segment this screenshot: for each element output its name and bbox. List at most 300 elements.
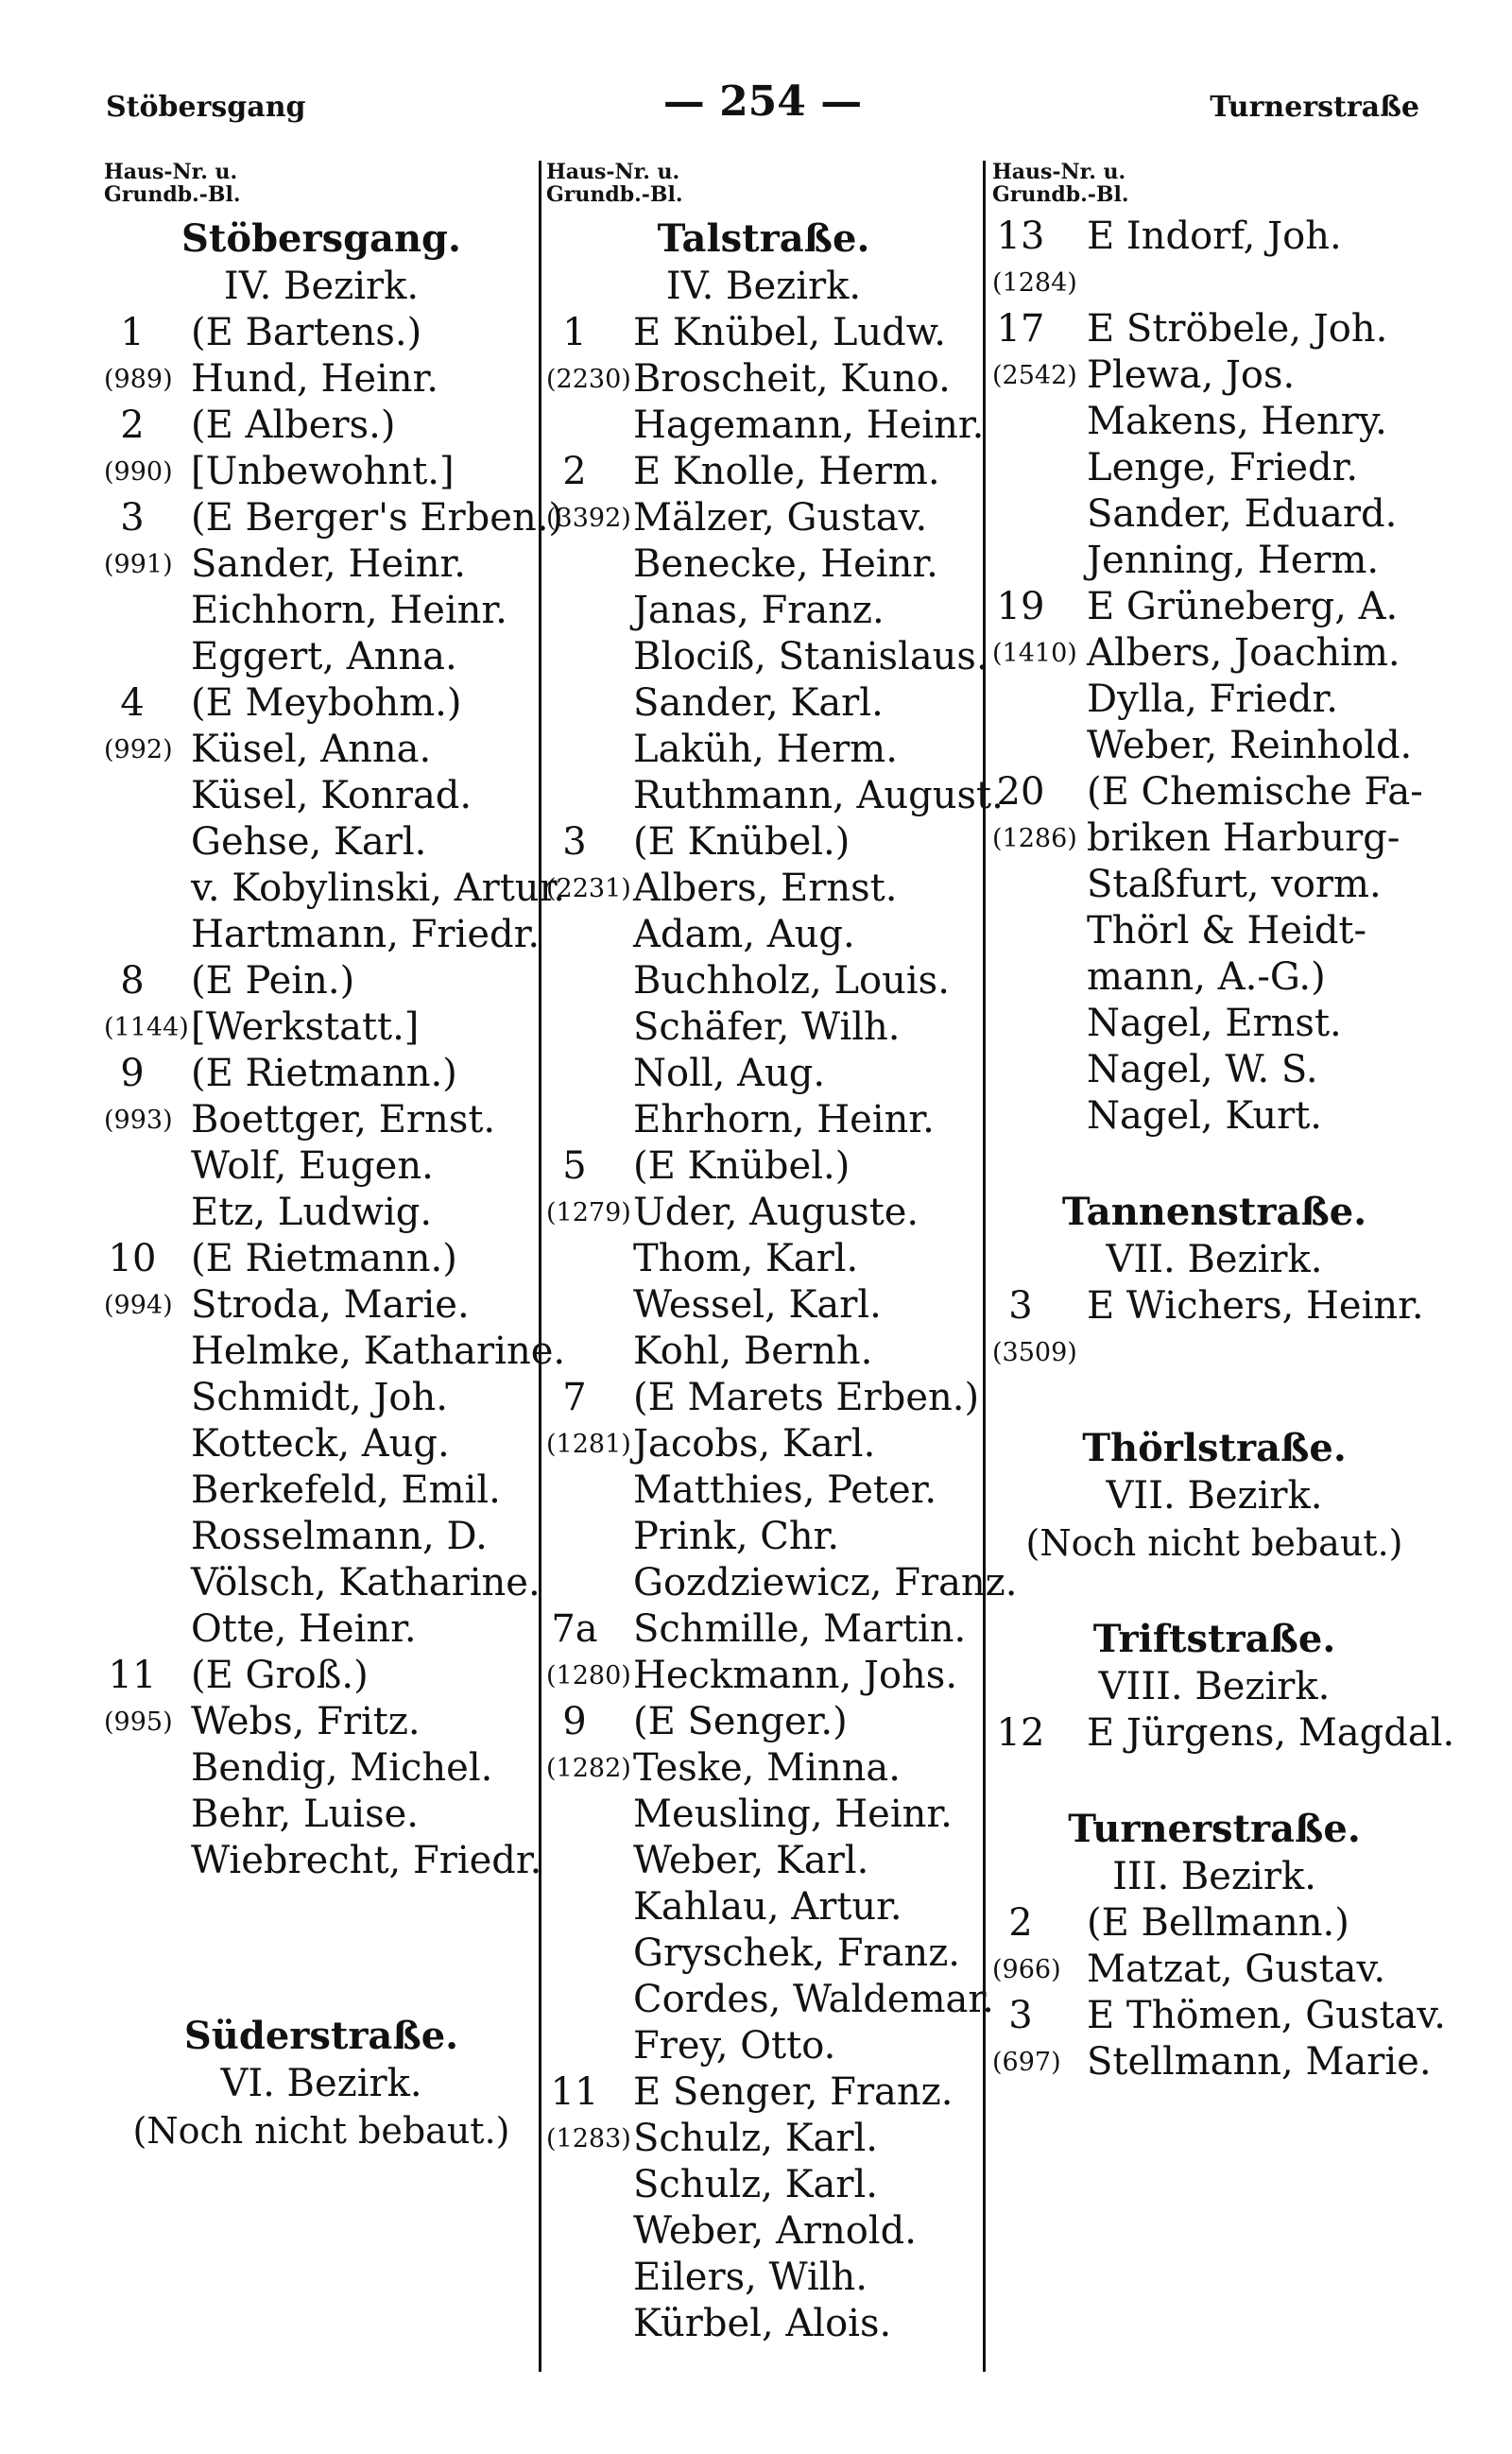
directory-entry <box>546 1143 981 1190</box>
resident-name: Kohl, Bernh. <box>633 1330 873 1373</box>
house-number: 4 <box>120 681 145 725</box>
resident-name: Plewa, Jos. <box>1087 353 1296 397</box>
house-number: 2 <box>120 403 145 447</box>
resident-name: Stellmann, Marie. <box>1087 2040 1432 2084</box>
resident-name: E Jürgens, Magdal. <box>1087 1711 1455 1755</box>
house-number: 10 <box>108 1237 157 1280</box>
directory-entry <box>104 1329 566 1375</box>
land-register-number: (1281) <box>546 1430 631 1459</box>
entry-number-cell <box>992 815 1087 862</box>
directory-entry <box>992 723 1436 769</box>
entry-number-cell <box>992 584 1087 630</box>
resident-name: Schulz, Karl. <box>633 2163 878 2206</box>
entry-number-cell <box>104 958 191 1004</box>
resident-name: (E Rietmann.) <box>191 1237 457 1280</box>
district-label: VII. Bezirk. <box>1106 1238 1323 1281</box>
entry-number-cell <box>104 1653 191 1699</box>
directory-entry <box>992 1710 1455 1757</box>
column-entries <box>104 215 566 2154</box>
resident-name: E Grüneberg, A. <box>1087 585 1399 628</box>
directory-entry <box>104 727 539 773</box>
entry-number-cell <box>992 260 1087 306</box>
resident-name: Janas, Franz. <box>633 589 885 632</box>
directory-entry <box>104 958 539 1004</box>
directory-entry <box>546 1282 981 1329</box>
directory-entry <box>546 1792 981 1838</box>
land-register-number: (1284) <box>992 268 1077 298</box>
directory-entry <box>104 634 539 680</box>
resident-name: (E Rietmann.) <box>191 1052 457 1095</box>
directory-entry <box>546 310 981 356</box>
resident-name: Küsel, Anna. <box>191 728 432 771</box>
resident-name: (E Meybohm.) <box>191 681 462 725</box>
house-number: 3 <box>562 820 587 864</box>
resident-name: Ruthmann, August. <box>633 774 1004 817</box>
entry-number-cell <box>104 1004 191 1051</box>
directory-entry <box>546 449 981 495</box>
house-number: 1 <box>120 311 145 354</box>
entry-number-cell <box>546 866 633 912</box>
directory-entry <box>546 541 981 588</box>
resident-name: (E Marets Erben.) <box>633 1376 980 1419</box>
directory-entry <box>546 2069 981 2116</box>
resident-name: v. Kobylinski, Artur. <box>191 867 565 910</box>
resident-name: Weber, Karl. <box>633 1839 869 1882</box>
resident-name: Gehse, Karl. <box>191 820 427 864</box>
directory-entry <box>546 1838 981 1884</box>
directory-entry <box>992 815 1436 862</box>
resident-name: Stroda, Marie. <box>191 1283 470 1327</box>
land-register-number: (991) <box>104 550 173 579</box>
column-2 <box>546 160 1018 2347</box>
resident-name: (E Senger.) <box>633 1700 848 1743</box>
street-section-heading <box>546 215 981 310</box>
resident-name: Albers, Ernst. <box>633 867 898 910</box>
resident-name: Prink, Chr. <box>633 1515 840 1558</box>
resident-name: E Indorf, Joh. <box>1087 215 1342 258</box>
directory-entry <box>546 2301 981 2347</box>
resident-name: Behr, Luise. <box>191 1793 420 1836</box>
district-label: VIII. Bezirk. <box>1098 1665 1331 1708</box>
page-header <box>106 77 1419 134</box>
resident-name: Jacobs, Karl. <box>633 1422 876 1466</box>
spacer <box>104 1884 539 1924</box>
directory-entry <box>546 1467 981 1514</box>
house-number: 3 <box>120 496 145 540</box>
land-register-number: (2542) <box>992 361 1077 390</box>
entry-number-cell <box>992 214 1087 260</box>
directory-entry <box>992 214 1436 260</box>
directory-entry <box>992 769 1436 815</box>
spacer <box>104 1924 539 1964</box>
resident-name: Boettger, Ernst. <box>191 1098 496 1141</box>
entry-number-cell <box>992 769 1087 815</box>
directory-entry <box>546 1514 981 1560</box>
column-entries <box>992 214 1455 2085</box>
resident-name: Noll, Aug. <box>633 1052 826 1095</box>
directory-entry <box>992 908 1436 954</box>
directory-entry <box>546 403 985 449</box>
house-number: 13 <box>996 215 1045 258</box>
directory-entry <box>546 1236 981 1282</box>
resident-name: briken Harburg- <box>1087 816 1400 860</box>
resident-name: (E Bellmann.) <box>1087 1901 1349 1945</box>
street-section-heading <box>992 1616 1436 1710</box>
district-label: III. Bezirk. <box>1112 1855 1316 1898</box>
entry-number-cell <box>546 1190 633 1236</box>
land-register-number: (989) <box>104 365 173 394</box>
directory-entry <box>104 1004 539 1051</box>
spacer <box>104 1964 539 2003</box>
directory-entry <box>992 399 1436 445</box>
land-register-number: (966) <box>992 1955 1061 1984</box>
directory-entry <box>104 310 539 356</box>
resident-name: Hund, Heinr. <box>191 357 438 401</box>
street-section-heading <box>104 215 539 310</box>
directory-entry <box>992 1283 1436 1330</box>
column-header <box>992 161 1436 206</box>
resident-name: Etz, Ludwig. <box>191 1191 433 1234</box>
district-label: VII. Bezirk. <box>1106 1474 1323 1518</box>
house-number: 5 <box>562 1144 587 1188</box>
resident-name: Bendig, Michel. <box>191 1746 493 1790</box>
street-note: (Noch nicht bebaut.) <box>132 2110 510 2152</box>
resident-name: mann, A.-G.) <box>1087 955 1326 999</box>
directory-entry <box>992 677 1436 723</box>
directory-entry <box>104 1606 539 1653</box>
entry-number-cell <box>546 1375 633 1421</box>
directory-entry <box>104 1421 539 1467</box>
land-register-number: (995) <box>104 1708 173 1737</box>
directory-entry <box>546 2162 981 2208</box>
house-number: 2 <box>562 450 587 493</box>
resident-name: Weber, Reinhold. <box>1087 724 1413 767</box>
resident-name: Wessel, Karl. <box>633 1283 882 1327</box>
resident-name: (E Berger's Erben.) <box>191 496 564 540</box>
street-name: Talstraße. <box>657 216 870 261</box>
directory-entry <box>992 1093 1436 1140</box>
directory-entry <box>546 1699 981 1745</box>
house-number: 3 <box>1008 1994 1033 2037</box>
entry-number-cell <box>104 403 191 449</box>
directory-entry <box>546 727 981 773</box>
entry-number-cell <box>546 1143 633 1190</box>
directory-entry <box>104 1560 539 1606</box>
directory-entry <box>104 1653 539 1699</box>
house-number: 19 <box>996 585 1045 628</box>
resident-name: Cordes, Waldemar. <box>633 1978 994 2021</box>
house-number: 7a <box>551 1607 598 1651</box>
entry-number-cell <box>992 1710 1087 1757</box>
resident-name: Teske, Minna. <box>633 1746 901 1790</box>
resident-name: Matzat, Gustav. <box>1087 1948 1386 1991</box>
resident-name: Lenge, Friedr. <box>1087 446 1359 489</box>
resident-name: Schmille, Martin. <box>633 1607 967 1651</box>
resident-name: Adam, Aug. <box>633 913 855 956</box>
directory-entry <box>546 912 981 958</box>
column-header-line2: Grundb.-Bl. <box>104 182 241 207</box>
directory-entry <box>546 1329 981 1375</box>
land-register-number: (1144) <box>104 1013 189 1042</box>
directory-entry <box>546 356 981 403</box>
directory-entry <box>104 1097 539 1143</box>
directory-entry <box>104 1375 539 1421</box>
resident-name: Heckmann, Johs. <box>633 1654 958 1697</box>
house-number: 2 <box>1008 1901 1033 1945</box>
land-register-number: (697) <box>992 2048 1061 2077</box>
directory-entry <box>546 2023 981 2069</box>
street-name: Turnerstraße. <box>1068 1807 1361 1851</box>
house-number: 17 <box>996 307 1045 351</box>
spacer <box>992 1140 1436 1179</box>
directory-entry <box>104 541 539 588</box>
resident-name: Eichhorn, Heinr. <box>191 589 507 632</box>
street-name: Stöbersgang. <box>181 216 461 261</box>
directory-entry <box>104 1792 539 1838</box>
street-name: Triftstraße. <box>1092 1617 1336 1661</box>
directory-entry <box>104 819 539 866</box>
resident-name: Uder, Auguste. <box>633 1191 919 1234</box>
directory-entry <box>992 538 1436 584</box>
directory-entry <box>104 1514 539 1560</box>
column-header <box>546 161 981 206</box>
directory-entry <box>992 1330 1436 1376</box>
resident-name: Buchholz, Louis. <box>633 959 950 1003</box>
spacer <box>992 1567 1436 1606</box>
directory-entry <box>546 495 981 541</box>
resident-name: Küsel, Konrad. <box>191 774 472 817</box>
resident-name: (E Albers.) <box>191 403 396 447</box>
resident-name: Staßfurt, vorm. <box>1087 863 1382 906</box>
entry-number-cell <box>546 310 633 356</box>
street-section-heading <box>992 1806 1436 1900</box>
directory-entry <box>104 1838 542 1884</box>
resident-name: Rosselmann, D. <box>191 1515 488 1558</box>
entry-number-cell <box>992 306 1087 352</box>
resident-name: Makens, Henry. <box>1087 400 1387 443</box>
directory-entry <box>546 588 981 634</box>
resident-name: (E Knübel.) <box>633 1144 850 1188</box>
entry-number-cell <box>546 356 633 403</box>
entry-number-cell <box>104 1699 191 1745</box>
resident-name: Frey, Otto. <box>633 2024 836 2068</box>
resident-name: Gryschek, Franz. <box>633 1931 960 1975</box>
entry-number-cell <box>104 680 191 727</box>
resident-name: Sander, Heinr. <box>191 542 466 586</box>
resident-name: Sander, Karl. <box>633 681 884 725</box>
directory-entry <box>546 1653 981 1699</box>
column-header-line1: Haus-Nr. u. <box>546 160 680 184</box>
land-register-number: (1282) <box>546 1754 631 1783</box>
land-register-number: (1410) <box>992 639 1077 668</box>
directory-entry <box>104 680 539 727</box>
header-left-street: Stöbersgang <box>106 91 306 124</box>
entry-number-cell <box>546 1606 633 1653</box>
entry-number-cell <box>104 1236 191 1282</box>
resident-name: Berkefeld, Emil. <box>191 1468 501 1512</box>
resident-name: Völsch, Katharine. <box>191 1561 541 1605</box>
resident-name: (E Pein.) <box>191 959 355 1003</box>
directory-entry <box>546 1884 981 1931</box>
entry-number-cell <box>546 2116 633 2162</box>
entry-number-cell <box>546 1699 633 1745</box>
resident-name: Mälzer, Gustav. <box>633 496 928 540</box>
entry-number-cell <box>104 727 191 773</box>
land-register-number: (3509) <box>992 1338 1077 1367</box>
street-section-heading <box>992 1425 1436 1567</box>
resident-name: Eilers, Wilh. <box>633 2256 868 2299</box>
resident-name: [Werkstatt.] <box>191 1005 420 1049</box>
district-label: IV. Bezirk. <box>665 265 862 308</box>
entry-number-cell <box>992 1993 1087 2039</box>
district-label: IV. Bezirk. <box>223 265 420 308</box>
resident-name: Sander, Eduard. <box>1087 492 1398 536</box>
street-section-heading <box>104 2013 539 2154</box>
directory-entry <box>104 1745 539 1792</box>
resident-name: Helmke, Katharine. <box>191 1330 566 1373</box>
directory-entry <box>992 862 1436 908</box>
house-number: 7 <box>562 1376 587 1419</box>
street-section-heading <box>992 1189 1436 1283</box>
directory-entry <box>992 306 1436 352</box>
directory-entry <box>992 2039 1436 2085</box>
land-register-number: (3392) <box>546 504 631 533</box>
entry-number-cell <box>104 310 191 356</box>
land-register-number: (1286) <box>992 824 1077 853</box>
directory-entry <box>546 2116 981 2162</box>
resident-name: Blociß, Stanislaus. <box>633 635 988 678</box>
column-header-line2: Grundb.-Bl. <box>992 182 1129 207</box>
directory-entry <box>546 1745 981 1792</box>
house-number: 1 <box>562 311 587 354</box>
resident-name: Matthies, Peter. <box>633 1468 937 1512</box>
directory-entry <box>104 1282 539 1329</box>
land-register-number: (1280) <box>546 1661 631 1690</box>
land-register-number: (992) <box>104 735 173 764</box>
directory-entry <box>104 1190 539 1236</box>
resident-name: E Knübel, Ludw. <box>633 311 946 354</box>
land-register-number: (1283) <box>546 2124 631 2154</box>
resident-name: (E Chemische Fa- <box>1087 770 1423 814</box>
directory-entry <box>546 819 981 866</box>
land-register-number: (2230) <box>546 365 631 394</box>
resident-name: Wolf, Eugen. <box>191 1144 434 1188</box>
entry-number-cell <box>104 1097 191 1143</box>
resident-name: E Thömen, Gustav. <box>1087 1994 1446 2037</box>
column-header-line2: Grundb.-Bl. <box>546 182 683 207</box>
resident-name: Eggert, Anna. <box>191 635 457 678</box>
directory-entry <box>546 2208 981 2255</box>
resident-name: Weber, Arnold. <box>633 2209 917 2253</box>
column-divider <box>983 161 986 2372</box>
resident-name: (E Groß.) <box>191 1654 369 1697</box>
directory-entry <box>546 680 981 727</box>
resident-name: Schäfer, Wilh. <box>633 1005 901 1049</box>
entry-number-cell <box>104 495 191 541</box>
resident-name: Schmidt, Joh. <box>191 1376 448 1419</box>
entry-number-cell <box>104 541 191 588</box>
directory-entry <box>104 403 539 449</box>
directory-entry <box>546 2255 981 2301</box>
directory-entry <box>546 1977 994 2023</box>
entry-number-cell <box>992 1947 1087 1993</box>
resident-name: E Knolle, Herm. <box>633 450 940 493</box>
column-divider <box>539 161 541 2372</box>
directory-entry <box>104 1699 539 1745</box>
street-note: (Noch nicht bebaut.) <box>1025 1522 1403 1564</box>
entry-number-cell <box>546 819 633 866</box>
directory-entry <box>546 1190 981 1236</box>
resident-name: Nagel, Kurt. <box>1087 1094 1323 1138</box>
directory-entry <box>104 1051 539 1097</box>
house-number: 3 <box>1008 1284 1033 1328</box>
directory-entry <box>992 352 1436 399</box>
directory-entry <box>104 773 539 819</box>
directory-entry <box>546 1097 981 1143</box>
directory-entry <box>992 445 1436 491</box>
resident-name: Benecke, Heinr. <box>633 542 938 586</box>
directory-entry <box>104 866 565 912</box>
column-header-line1: Haus-Nr. u. <box>104 160 238 184</box>
resident-name: Hagemann, Heinr. <box>633 403 985 447</box>
directory-entry <box>992 1947 1436 1993</box>
resident-name: E Senger, Franz. <box>633 2070 954 2114</box>
entry-number-cell <box>992 2039 1087 2085</box>
entry-number-cell <box>104 1051 191 1097</box>
directory-entry <box>992 1900 1436 1947</box>
resident-name: Thom, Karl. <box>633 1237 859 1280</box>
spacer <box>992 1757 1436 1796</box>
resident-name: Jenning, Herm. <box>1087 539 1380 582</box>
entry-number-cell <box>992 1900 1087 1947</box>
directory-entry <box>992 630 1436 677</box>
resident-name: Hartmann, Friedr. <box>191 913 541 956</box>
resident-name: Kahlau, Artur. <box>633 1885 902 1929</box>
directory-entry <box>546 1421 981 1467</box>
house-number: 9 <box>562 1700 587 1743</box>
directory-entry <box>546 1051 981 1097</box>
directory-entry <box>104 588 539 634</box>
entry-number-cell <box>104 356 191 403</box>
entry-number-cell <box>546 495 633 541</box>
resident-name: Nagel, Ernst. <box>1087 1002 1342 1045</box>
house-number: 11 <box>550 2070 599 2114</box>
resident-name: Kürbel, Alois. <box>633 2302 892 2345</box>
directory-entry <box>992 1993 1446 2039</box>
resident-name: E Wichers, Heinr. <box>1087 1284 1424 1328</box>
header-right-street: Turnerstraße <box>1210 91 1419 124</box>
resident-name: [Unbewohnt.] <box>191 450 455 493</box>
column-1 <box>104 160 566 2154</box>
directory-entry <box>546 773 1004 819</box>
resident-name: Broscheit, Kuno. <box>633 357 951 401</box>
resident-name: Laküh, Herm. <box>633 728 898 771</box>
land-register-number: (990) <box>104 457 173 487</box>
land-register-number: (993) <box>104 1106 173 1135</box>
directory-entry <box>104 1467 539 1514</box>
directory-entry <box>992 260 1436 306</box>
house-number: 9 <box>120 1052 145 1095</box>
directory-entry <box>546 1606 981 1653</box>
page-number: — 254 — <box>662 77 863 126</box>
entry-number-cell <box>546 1421 633 1467</box>
column-entries <box>546 215 1018 2347</box>
house-number: 12 <box>996 1711 1045 1755</box>
land-register-number: (1279) <box>546 1198 631 1227</box>
directory-entry <box>992 954 1436 1001</box>
column-header <box>104 161 539 206</box>
directory-entry <box>992 491 1436 538</box>
